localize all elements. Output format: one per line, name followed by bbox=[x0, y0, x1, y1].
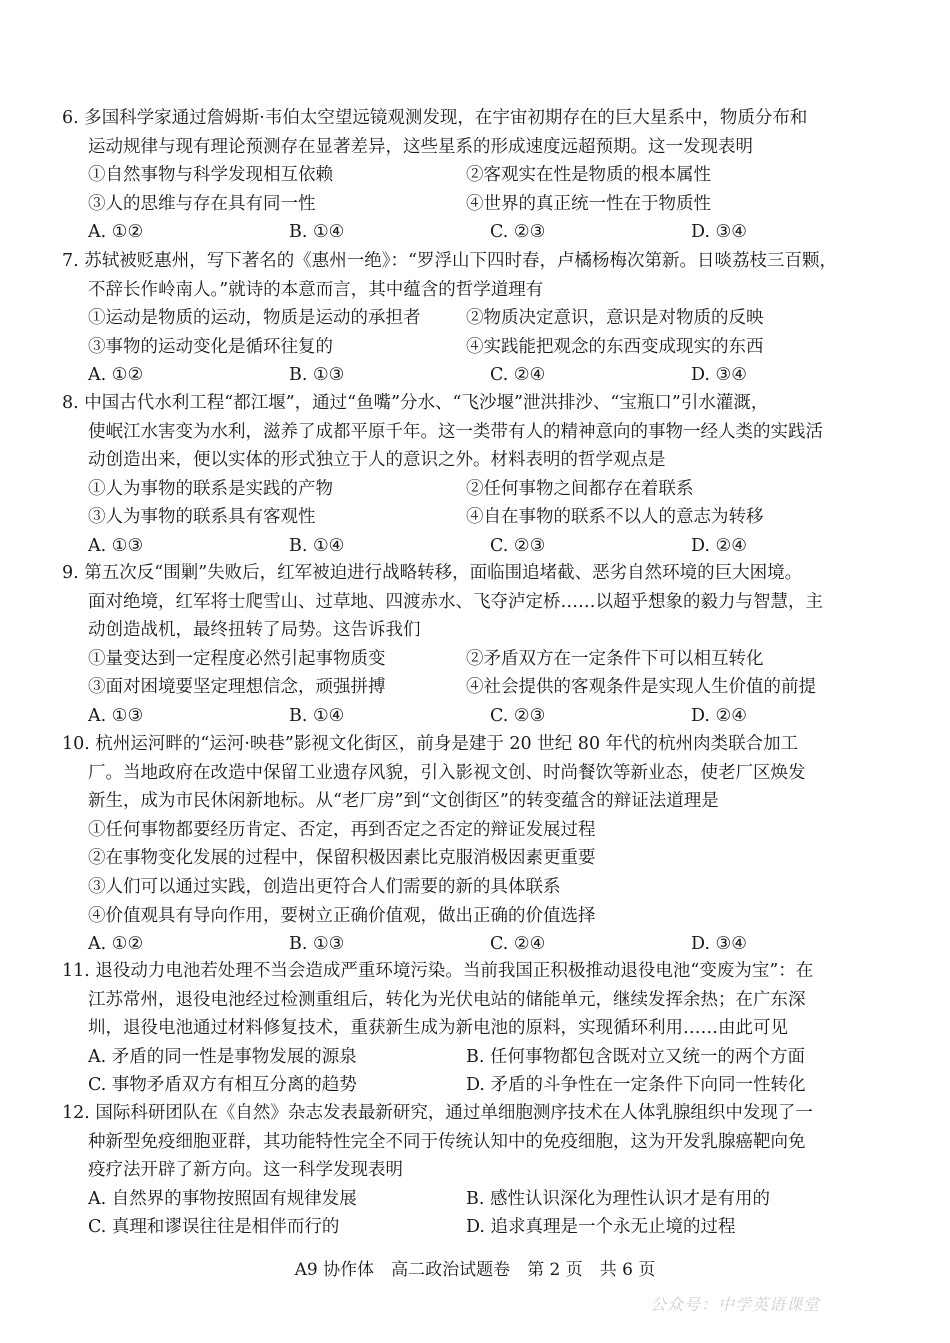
answer-choice: C. ②④ bbox=[490, 365, 546, 386]
option-row bbox=[62, 304, 892, 333]
watermark-text: 公众号：中学英语课堂 bbox=[650, 1295, 821, 1314]
choice-row bbox=[62, 1043, 892, 1072]
option: ③事物的运动变化是循环往复的 bbox=[88, 336, 333, 357]
answer-choice: C. ②④ bbox=[490, 934, 546, 955]
option: ③人的思维与存在具有同一性 bbox=[88, 193, 316, 214]
question-9 bbox=[62, 559, 892, 731]
question-stem-line: 圳，退役电池通过材料修复技术，重获新生成为新电池的原料，实现循环利用……由此可见 bbox=[88, 1018, 788, 1039]
answer-choice: A. ①③ bbox=[88, 705, 144, 726]
choice-row bbox=[62, 1185, 892, 1214]
option: ③人为事物的联系具有客观性 bbox=[88, 507, 316, 528]
question-stem-line: 动创造战机，最终扭转了局势。这告诉我们 bbox=[88, 620, 421, 641]
question-stem-line: 10. 杭州运河畔的“运河·映巷”影视文化街区，前身是建于 20 世纪 80 年代的杭州肉类联合加工 bbox=[62, 734, 799, 754]
answer-choice: B. 感性认识深化为理性认识才是有用的 bbox=[466, 1188, 770, 1209]
question-stem-line: 12. 国际科研团队在《自然》杂志发表最新研究，通过单细胞测序技术在人体乳腺组织中发现了一 bbox=[62, 1103, 813, 1123]
answer-choice: C. 真理和谬误往往是相伴而行的 bbox=[88, 1217, 340, 1238]
question-stem-line: 9. 第五次反“围剿”失败后，红军被迫进行战略转移，面临围追堵截、恶劣自然环境的巨大困境。 bbox=[62, 563, 803, 583]
answer-choice: B. 任何事物都包含既对立又统一的两个方面 bbox=[466, 1046, 805, 1067]
question-stem-line: 使岷江水害变为水利，滋养了成都平原千年。这一类带有人的精神意向的事物一经人类的实践活 bbox=[88, 421, 823, 442]
page-footer: A9 协作体 高二政治试题卷 第 2 页 共 6 页 bbox=[294, 1260, 656, 1280]
option: ④价值观具有导向作用，要树立正确价值观，做出正确的价值选择 bbox=[88, 905, 596, 926]
question-stem-line: 种新型免疫细胞亚群，其功能特性完全不同于传统认知中的免疫细胞，这为开发乳腺癌靶向免 bbox=[88, 1131, 806, 1152]
option: ③面对困境要坚定理想信念，顽强拼搏 bbox=[88, 677, 386, 698]
answer-choice: B. ①④ bbox=[289, 705, 345, 726]
option: ①任何事物都要经历肯定、否定，再到否定之否定的辩证发展过程 bbox=[88, 819, 596, 840]
answer-row bbox=[62, 218, 892, 247]
choice-row bbox=[62, 1213, 892, 1242]
choice-row bbox=[62, 1071, 892, 1100]
answer-row bbox=[62, 930, 892, 959]
option: ④社会提供的客观条件是实现人生价值的前提 bbox=[466, 677, 816, 698]
answer-choice: C. ②③ bbox=[490, 705, 546, 726]
option-row bbox=[62, 190, 892, 219]
option: ②客观实在性是物质的根本属性 bbox=[466, 165, 711, 186]
option: ②矛盾双方在一定条件下可以相互转化 bbox=[466, 648, 764, 669]
question-stem-line: 厂。当地政府在改造中保留工业遗存风貌，引入影视文创、时尚餐饮等新业态，使老厂区焕发 bbox=[88, 762, 806, 783]
answer-choice: B. ①④ bbox=[289, 535, 345, 556]
answer-choice: D. 矛盾的斗争性在一定条件下向同一性转化 bbox=[466, 1075, 806, 1096]
question-stem-line: 新生，成为市民休闲新地标。从“老厂房”到“文创街区”的转变蕴含的辩证法道理是 bbox=[88, 791, 719, 812]
option-row bbox=[62, 475, 892, 504]
option-row bbox=[62, 503, 892, 532]
answer-choice: B. ①③ bbox=[289, 934, 345, 955]
question-stem-line: 6. 多国科学家通过詹姆斯·韦伯太空望远镜观测发现，在宇宙初期存在的巨大星系中，物质分布和 bbox=[62, 108, 808, 128]
answer-choice: A. 矛盾的同一性是事物发展的源泉 bbox=[88, 1046, 357, 1067]
option: ④自在事物的联系不以人的意志为转移 bbox=[466, 507, 764, 528]
answer-choice: A. 自然界的事物按照固有规律发展 bbox=[88, 1188, 357, 1209]
option: ①自然事物与科学发现相互依赖 bbox=[88, 165, 333, 186]
option: ②在事物变化发展的过程中，保留积极因素比克服消极因素更重要 bbox=[88, 848, 596, 869]
answer-choice: C. 事物矛盾双方有相互分离的趋势 bbox=[88, 1075, 357, 1096]
question-stem-line: 8. 中国古代水利工程“都江堰”，通过“鱼嘴”分水、“飞沙堰”泄洪排沙、“宝瓶口”引水灌溉， bbox=[62, 393, 769, 413]
answer-row bbox=[62, 361, 892, 390]
option: ①运动是物质的运动，物质是运动的承担者 bbox=[88, 308, 421, 329]
question-12 bbox=[62, 1099, 892, 1242]
option: ①量变达到一定程度必然引起事物质变 bbox=[88, 648, 386, 669]
question-stem-line: 不辞长作岭南人。”就诗的本意而言，其中蕴含的哲学道理有 bbox=[88, 279, 544, 300]
answer-choice: D. ②④ bbox=[691, 535, 747, 556]
option: ②物质决定意识，意识是对物质的反映 bbox=[466, 308, 764, 329]
answer-choice: B. ①③ bbox=[289, 365, 345, 386]
question-stem-line: 运动规律与现有理论预测存在显著差异，这些星系的形成速度远超预期。这一发现表明 bbox=[88, 136, 753, 157]
question-stem-line: 江苏常州，退役电池经过检测重组后，转化为光伏电站的储能单元，继续发挥余热；在广东深 bbox=[88, 989, 806, 1010]
option: ④世界的真正统一性在于物质性 bbox=[466, 193, 711, 214]
answer-choice: D. ③④ bbox=[691, 365, 747, 386]
question-7 bbox=[62, 247, 892, 390]
answer-row bbox=[62, 702, 892, 731]
option-row bbox=[62, 333, 892, 362]
question-6 bbox=[62, 104, 892, 247]
answer-choice: A. ①② bbox=[88, 365, 144, 386]
answer-choice: D. 追求真理是一个永无止境的过程 bbox=[466, 1217, 736, 1238]
answer-choice: D. ③④ bbox=[691, 222, 747, 243]
question-11 bbox=[62, 957, 892, 1100]
question-stem-line: 疫疗法开辟了新方向。这一科学发现表明 bbox=[88, 1160, 403, 1181]
answer-choice: B. ①④ bbox=[289, 222, 345, 243]
option-row bbox=[62, 645, 892, 674]
question-stem-line: 7. 苏轼被贬惠州，写下著名的《惠州一绝》：“罗浮山下四时春，卢橘杨梅次第新。日啖荔枝三百颗， bbox=[62, 251, 837, 271]
option: ④实践能把观念的东西变成现实的东西 bbox=[466, 336, 764, 357]
question-stem-line: 面对绝境，红军将士爬雪山、过草地、四渡赤水、飞夺泸定桥……以超乎想象的毅力与智慧，主 bbox=[88, 591, 823, 612]
answer-choice: A. ①② bbox=[88, 222, 144, 243]
option-row bbox=[62, 673, 892, 702]
answer-choice: D. ②④ bbox=[691, 705, 747, 726]
answer-choice: C. ②③ bbox=[490, 222, 546, 243]
question-stem-line: 11. 退役动力电池若处理不当会造成严重环境污染。当前我国正积极推动退役电池“变废为宝”：在 bbox=[62, 961, 814, 981]
option: ①人为事物的联系是实践的产物 bbox=[88, 478, 333, 499]
answer-choice: A. ①② bbox=[88, 934, 144, 955]
option: ③人们可以通过实践，创造出更符合人们需要的新的具体联系 bbox=[88, 876, 561, 897]
question-10 bbox=[62, 730, 892, 959]
option-row bbox=[62, 161, 892, 190]
question-stem-line: 动创造出来，便以实体的形式独立于人的意识之外。材料表明的哲学观点是 bbox=[88, 450, 666, 471]
option: ②任何事物之间都存在着联系 bbox=[466, 478, 694, 499]
answer-row bbox=[62, 532, 892, 561]
answer-choice: A. ①③ bbox=[88, 535, 144, 556]
question-8 bbox=[62, 389, 892, 561]
answer-choice: D. ③④ bbox=[691, 934, 747, 955]
answer-choice: C. ②③ bbox=[490, 535, 546, 556]
